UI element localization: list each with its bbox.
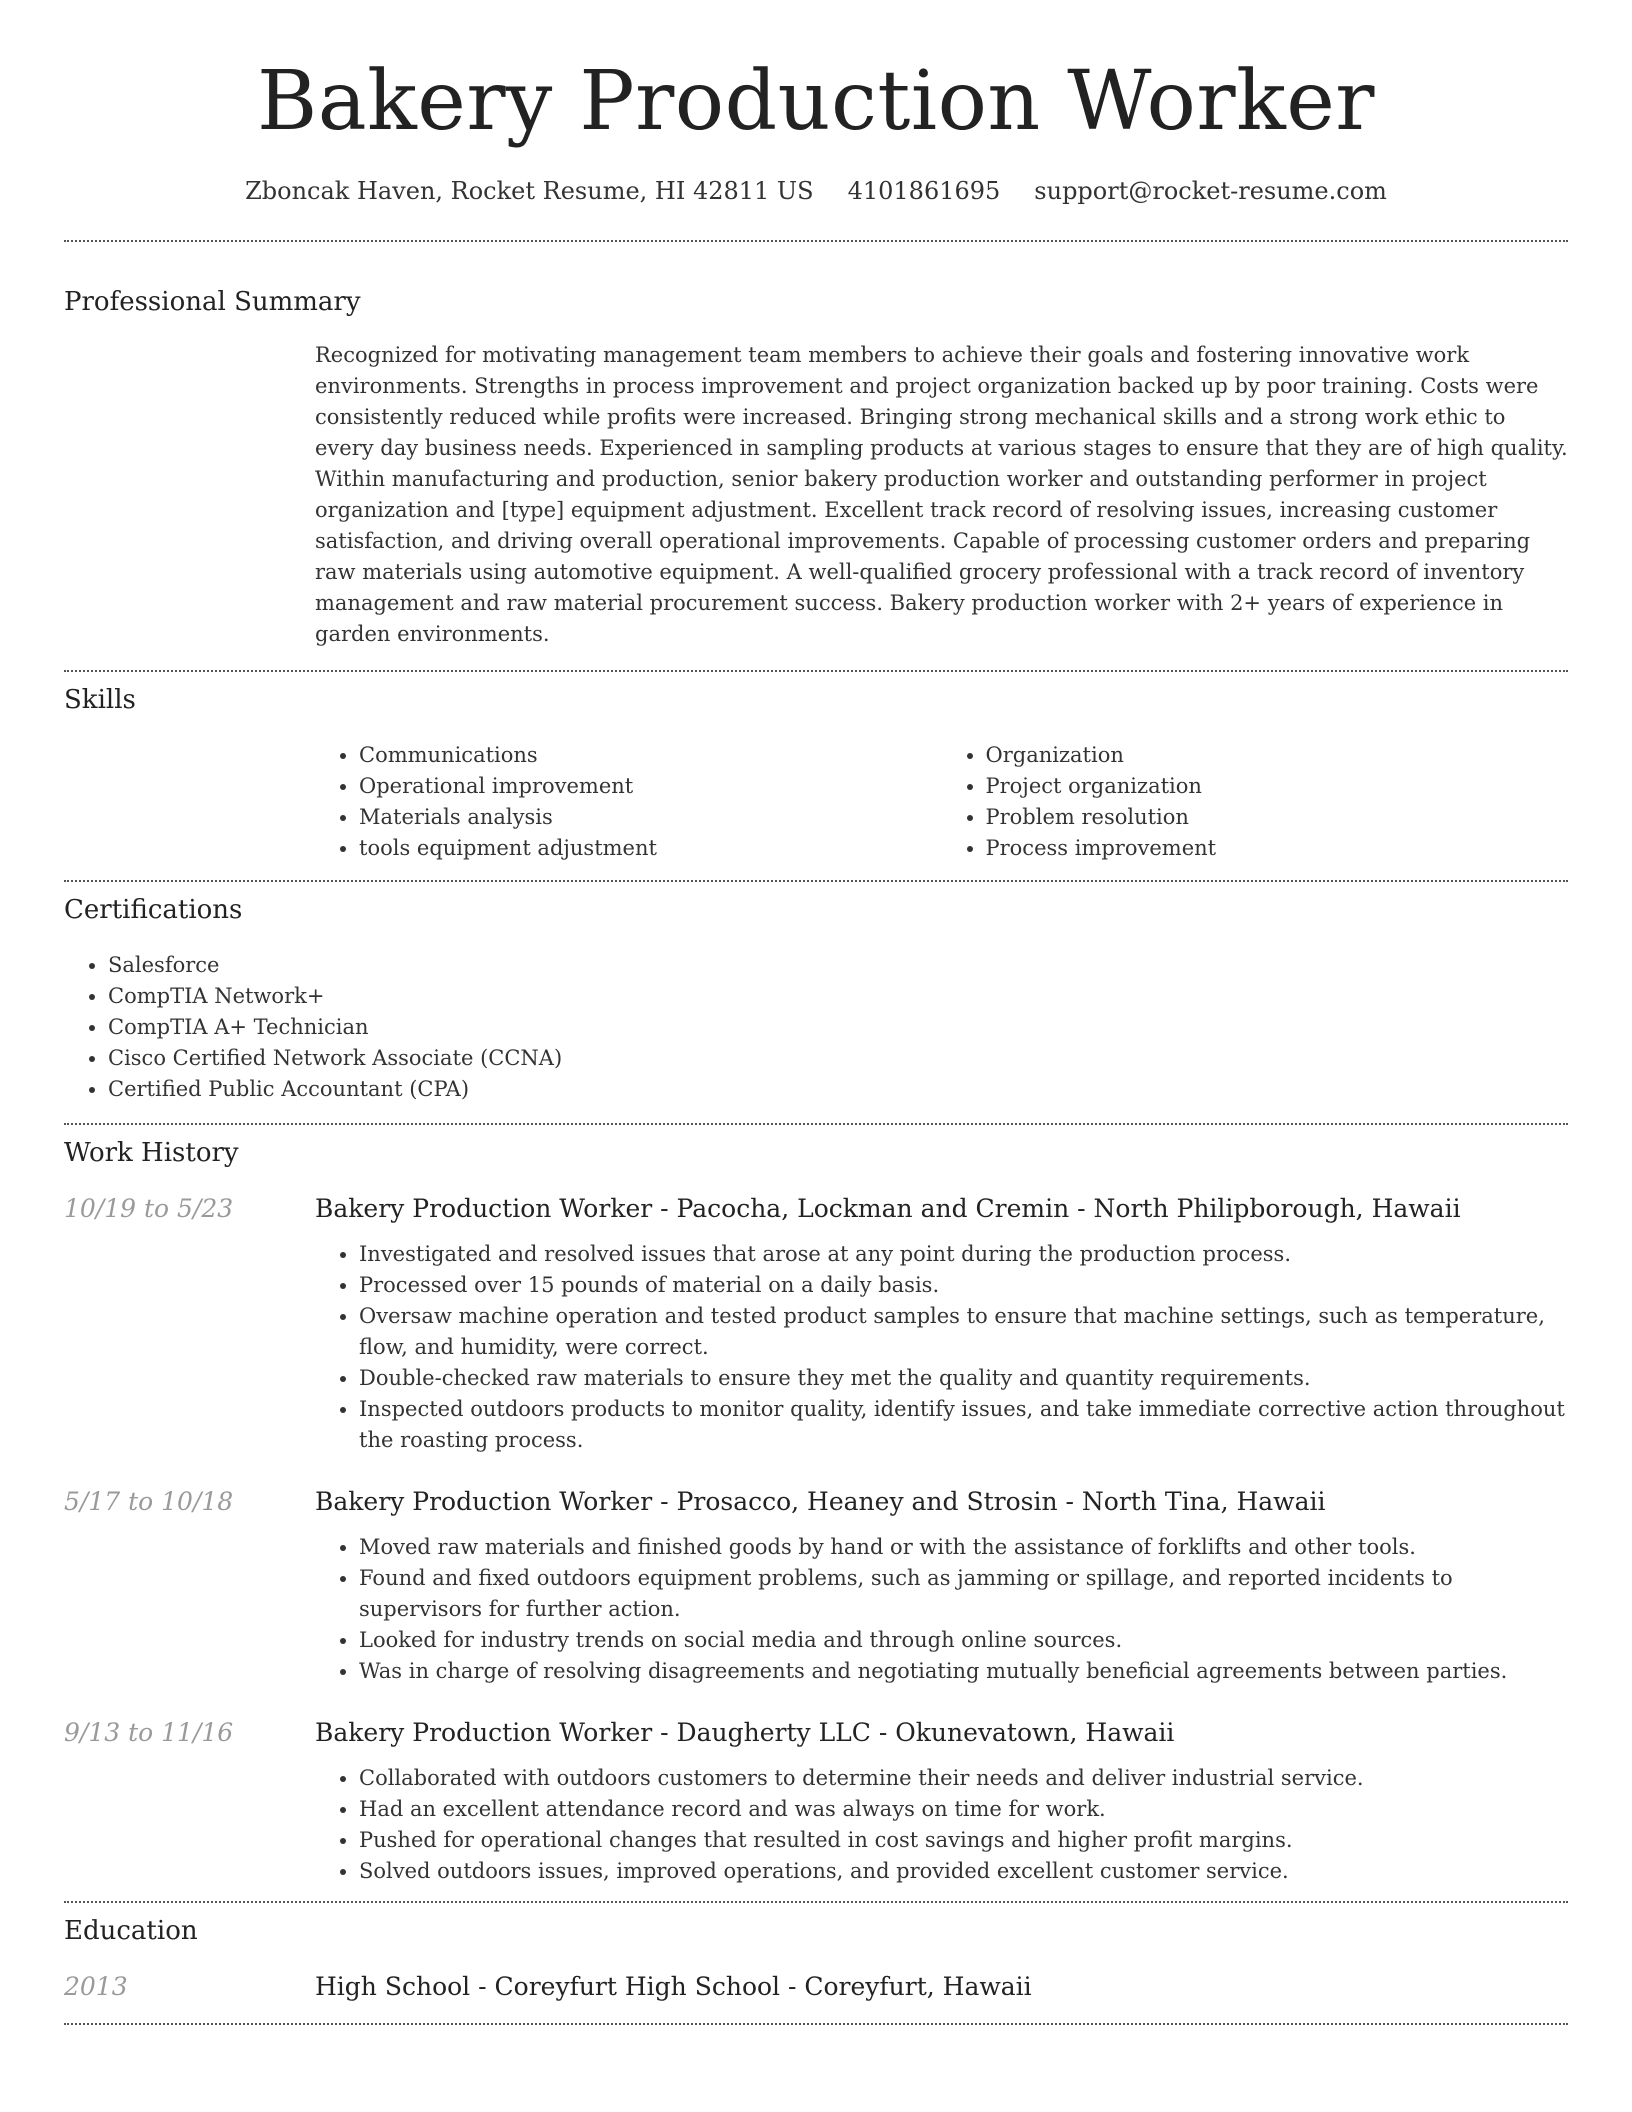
job-bullet: • Found and fixed outdoors equipment problems, such as jamming or spillage, and reported incidents to supervisors for further action.: [359, 1563, 1568, 1625]
job-bullets: [315, 1239, 1568, 1456]
contact-phone: 4101861695: [847, 177, 1001, 205]
skills-grid: [315, 740, 1568, 864]
divider: [64, 1123, 1568, 1125]
skill-item: • Communications: [359, 740, 942, 771]
job-heading: Bakery Production Worker - Prosacco, Heaney and Strosin - North Tina, Hawaii: [315, 1487, 1326, 1516]
job-dates: 5/17 to 10/18: [64, 1487, 234, 1516]
summary-heading: Professional Summary: [64, 287, 361, 317]
skills-heading: Skills: [64, 685, 136, 715]
summary-text: Recognized for motivating management team members to achieve their goals and fostering innovative work environments. Strengths in process improvement and project organization backed up by poor training. Costs were consistently reduced while profits were increased. Bringing strong mechanical skills and a strong work ethic to every day business needs. Experienced in sampling products at various stages to ensure that they are of high quality. Within manufacturing and production, senior bakery production worker and outstanding performer in project organization and [type] equipment adjustment. Excellent track record of resolving issues, increasing customer satisfaction, and driving overall operational improvements. Capable of processing customer orders and preparing raw materials using automotive equipment. A well-qualified grocery professional with a track record of inventory management and raw material procurement success. Bakery production worker with 2+ years of experience in garden environments.: [315, 343, 1568, 646]
divider: [64, 240, 1568, 242]
divider: [64, 1901, 1568, 1903]
job-entry: [64, 1193, 1568, 1456]
skills-list-left: [315, 740, 942, 864]
skill-item: • tools equipment adjustment: [359, 833, 942, 864]
summary-section: [64, 286, 1568, 650]
divider: [64, 880, 1568, 882]
skill-item: • Process improvement: [986, 833, 1569, 864]
job-bullet: • Pushed for operational changes that resulted in cost savings and higher profit margins.: [359, 1825, 1568, 1856]
contact-email: support@rocket-resume.com: [1034, 177, 1387, 205]
skill-item: • Problem resolution: [986, 802, 1569, 833]
skills-section: [64, 684, 1568, 864]
skill-item: • Organization: [986, 740, 1569, 771]
job-bullets: [315, 1763, 1568, 1887]
job-bullet: • Moved raw materials and finished goods by hand or with the assistance of forklifts and other tools.: [359, 1532, 1568, 1563]
resume-title: Bakery Production Worker: [256, 54, 1376, 149]
education-heading: Education: [64, 1916, 198, 1946]
job-bullet: • Solved outdoors issues, improved operations, and provided excellent customer service.: [359, 1856, 1568, 1887]
certification-item: • CompTIA A+ Technician: [108, 1012, 1568, 1043]
skill-item: • Operational improvement: [359, 771, 942, 802]
certifications-section: [64, 894, 1568, 1105]
job-bullet: • Processed over 15 pounds of material on a daily basis.: [359, 1270, 1568, 1301]
certifications-heading: Certifications: [64, 895, 243, 925]
skill-item: • Project organization: [986, 771, 1569, 802]
divider: [64, 2023, 1568, 2025]
job-entry: [64, 1486, 1568, 1687]
contact-address: Zboncak Haven, Rocket Resume, HI 42811 US: [245, 177, 814, 205]
education-year: 2013: [64, 1972, 128, 2001]
certification-item: • CompTIA Network+: [108, 981, 1568, 1012]
contact-line: [64, 176, 1568, 206]
certification-item: • Cisco Certified Network Associate (CCNA): [108, 1043, 1568, 1074]
work-history-section: [64, 1137, 1568, 1887]
job-heading: Bakery Production Worker - Daugherty LLC - Okunevatown, Hawaii: [315, 1718, 1175, 1747]
job-entry: [64, 1717, 1568, 1887]
certification-item: • Salesforce: [108, 950, 1568, 981]
education-heading-line: High School - Coreyfurt High School - Coreyfurt, Hawaii: [315, 1972, 1032, 2001]
job-bullet: • Investigated and resolved issues that arose at any point during the production process.: [359, 1239, 1568, 1270]
job-dates: 9/13 to 11/16: [64, 1718, 234, 1747]
skills-list-right: [942, 740, 1569, 864]
job-heading: Bakery Production Worker - Pacocha, Lockman and Cremin - North Philipborough, Hawaii: [315, 1194, 1461, 1223]
job-bullet: • Had an excellent attendance record and was always on time for work.: [359, 1794, 1568, 1825]
job-dates: 10/19 to 5/23: [64, 1194, 234, 1223]
job-bullet: • Inspected outdoors products to monitor quality, identify issues, and take immediate corrective action throughout the roasting process.: [359, 1394, 1568, 1456]
certifications-list: [64, 950, 1568, 1105]
job-bullet: • Oversaw machine operation and tested product samples to ensure that machine settings, such as temperature, flow, and humidity, were correct.: [359, 1301, 1568, 1363]
job-bullets: [315, 1532, 1568, 1687]
resume-page: [64, 0, 1568, 2025]
education-entry: [64, 1971, 1568, 2003]
work-history-heading: Work History: [64, 1138, 239, 1168]
job-bullet: • Collaborated with outdoors customers to determine their needs and deliver industrial service.: [359, 1763, 1568, 1794]
education-section: [64, 1915, 1568, 2003]
divider: [64, 670, 1568, 672]
certification-item: • Certified Public Accountant (CPA): [108, 1074, 1568, 1105]
skill-item: • Materials analysis: [359, 802, 942, 833]
job-bullet: • Double-checked raw materials to ensure they met the quality and quantity requirements.: [359, 1363, 1568, 1394]
job-bullet: • Was in charge of resolving disagreements and negotiating mutually beneficial agreements between parties.: [359, 1656, 1568, 1687]
job-bullet: • Looked for industry trends on social media and through online sources.: [359, 1625, 1568, 1656]
